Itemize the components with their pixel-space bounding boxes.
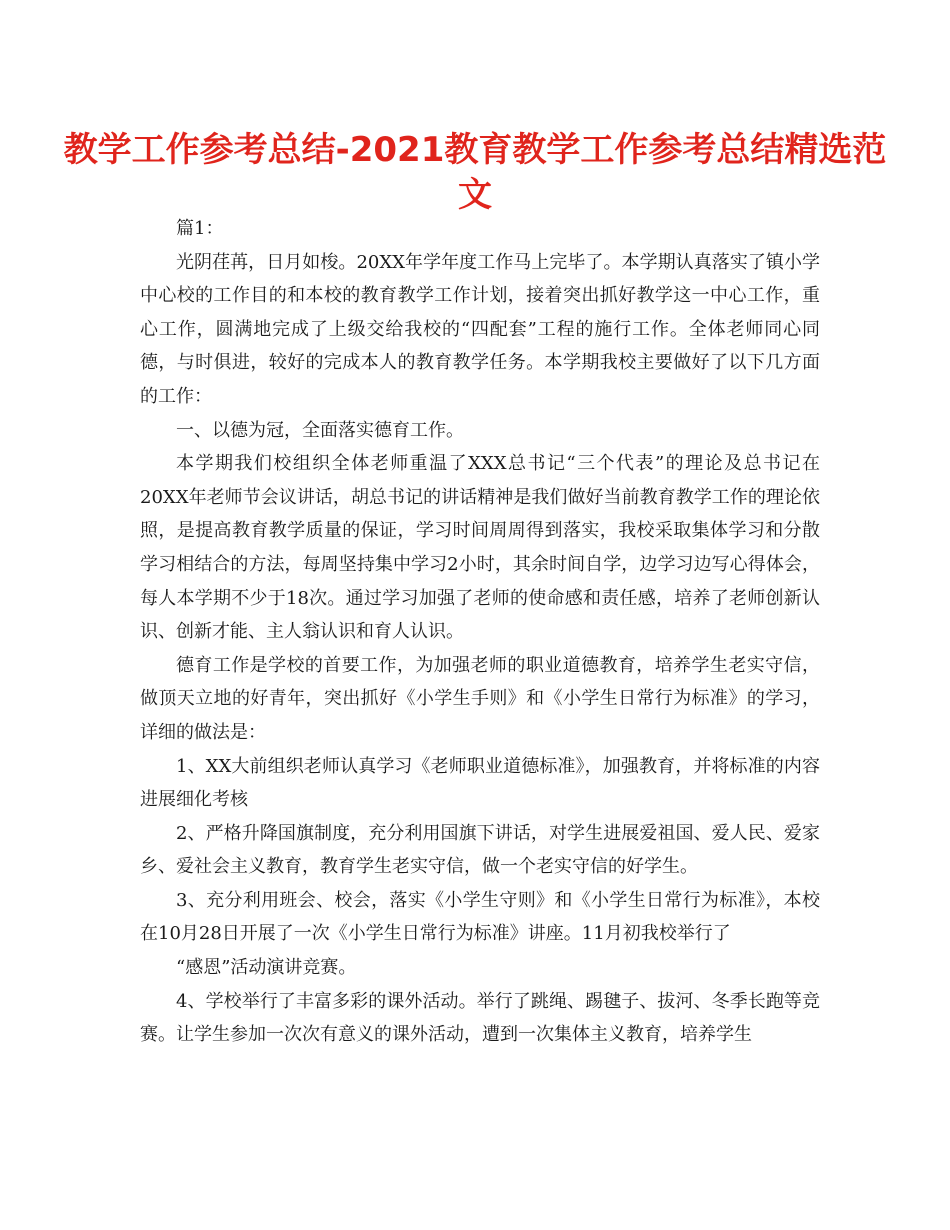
list-item: 1、XX大前组织老师认真学习《老师职业道德标准》，加强教育，并将标准的内容进展细化考核 [140,755,820,811]
list-item: 4、学校举行了丰富多彩的课外活动。举行了跳绳、踢毽子、拔河、冬季长跑等竞赛。让学生参加一次次有意义的课外活动，遭到一次集体主义教育，培养学生 [140,990,820,1046]
list-item: 3、充分利用班会、校会，落实《小学生守则》和《小学生日常行为标准》，本校在10月28日开展了一次《小学生日常行为标准》讲座。11月初我校举行了 [140,889,820,945]
paragraph: 本学期我们校组织全体老师重温了XXX总书记“三个代表”的理论及总书记在20XX年老师节会议讲话，胡总书记的讲话精神是我们做好当前教育教学工作的理论依照，是提高教育教学质量的保证，学习时间周周得到落实，我校采取集体学习和分散学习相结合的方法，每周坚持集中学习2小时，其余时间自学，边学习边写心得体会，每人本学期不少于18次。通过学习加强了老师的使命感和责任感，培养了老师创新认识、创新才能、主人翁认识和育人认识。 [140,453,820,643]
paragraph: 篇1： [176,218,224,239]
document-body [140,212,820,1052]
document-title: 教学工作参考总结-2021教育教学工作参考总结精选范文 [63,130,887,215]
paragraph: “感恩”活动演讲竞赛。 [176,957,357,979]
list-item: 2、严格升降国旗制度，充分利用国旗下讲话，对学生进展爱祖国、爱人民、爱家乡、爱社会主义教育，教育学生老实守信，做一个老实守信的好学生。 [140,822,820,878]
section-heading: 一、以德为冠，全面落实德育工作。 [176,419,464,441]
paragraph: 德育工作是学校的首要工作，为加强老师的职业道德教育，培养学生老实守信，做顶天立地的好青年，突出抓好《小学生手则》和《小学生日常行为标准》的学习，详细的做法是： [140,654,820,743]
paragraph: 光阴荏苒，日月如梭。20XX年学年度工作马上完毕了。本学期认真落实了镇小学中心校的工作目的和本校的教育教学工作计划，接着突出抓好教学这一中心工作，重心工作，圆满地完成了上级交给我校的“四配套”工程的施行工作。全体老师同心同德，与时俱进，较好的完成本人的教育教学任务。本学期我校主要做好了以下几方面的工作： [140,251,820,407]
